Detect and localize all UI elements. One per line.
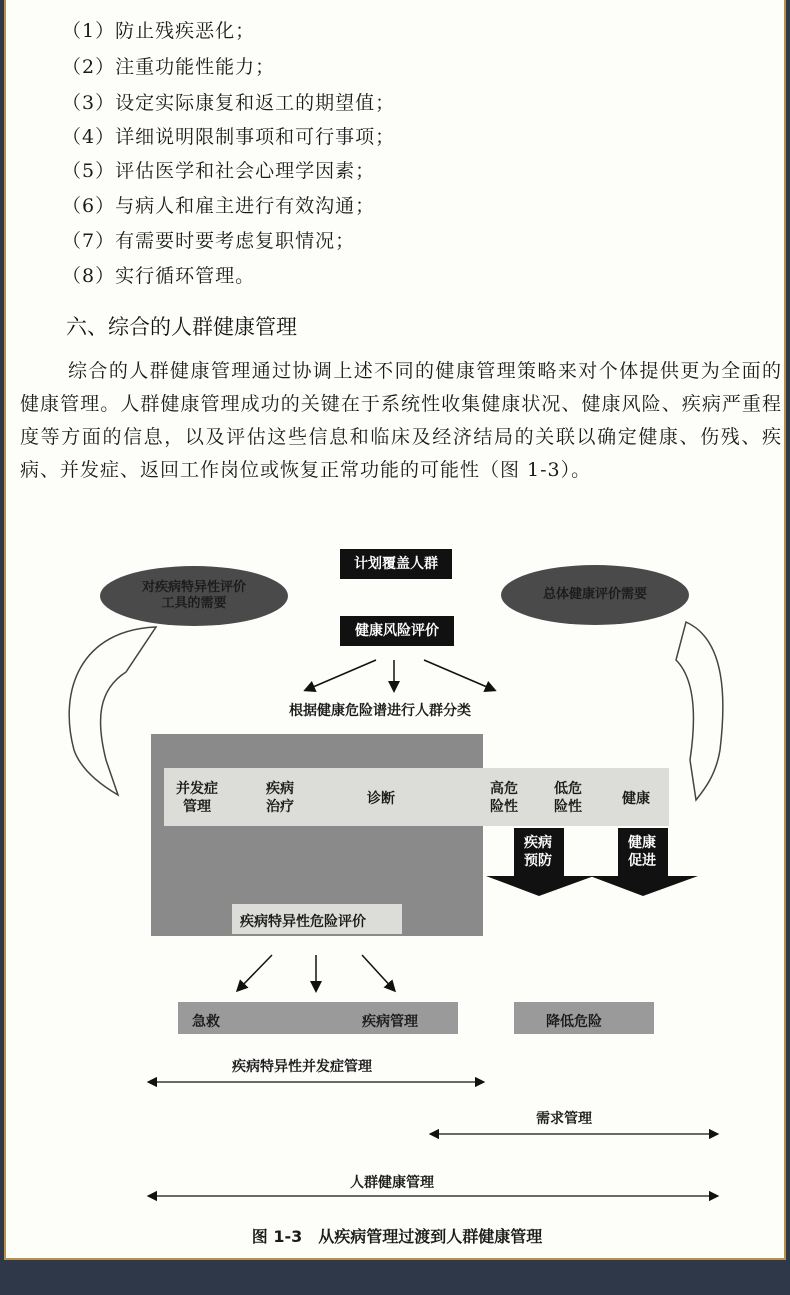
list-item: （6）与病人和雇主进行有效沟通； — [62, 195, 376, 217]
list-item: （7）有需要时要考虑复职情况； — [62, 230, 356, 252]
promotion-label: 健康 促进 — [628, 835, 656, 869]
list-item: （5）评估医学和社会心理学因素； — [62, 160, 376, 182]
health-label: 健康 — [622, 791, 650, 807]
list-item: （2）注重功能性能力； — [62, 56, 276, 78]
left-ellipse: 对疾病特异性评价 工具的需要 — [100, 566, 288, 626]
right-ellipse: 总体健康评价需要 — [501, 565, 689, 625]
hra-box: 健康风险评价 — [340, 616, 454, 646]
list-item: （8）实行循环管理。 — [62, 265, 256, 287]
span-arrows — [6, 0, 786, 1260]
disease-specific-risk-label: 疾病特异性危险评价 — [240, 914, 366, 930]
plan-coverage-box: 计划覆盖人群 — [340, 549, 452, 579]
span3-label: 人群健康管理 — [350, 1175, 434, 1191]
high-risk-label: 高危 险性 — [490, 781, 518, 815]
list-item: （1）防止残疾恶化； — [62, 20, 256, 42]
first-aid-label: 急救 — [192, 1014, 220, 1030]
list-item: （3）设定实际康复和返工的期望值； — [62, 92, 396, 114]
body-paragraph: 综合的人群健康管理通过协调上述不同的健康管理策略来对个体提供更为全面的健康管理。人群健康管理成功的关键在于系统性收集健康状况、健康风险、疾病严重程度等方面的信息，以及评估这些信息和临床及经济结局的关联以确定健康、伤残、疾病、并发症、返回工作岗位或恢复正常功能的可能性（图 1-3）。 — [20, 360, 782, 481]
low-risk-label: 低危 险性 — [554, 781, 582, 815]
disease-treatment-label: 疾病 治疗 — [266, 781, 294, 815]
classify-label: 根据健康危险谱进行人群分类 — [289, 703, 471, 719]
complication-mgmt-label: 并发症 管理 — [176, 781, 218, 815]
diagnosis-label: 诊断 — [367, 791, 395, 807]
span2-label: 需求管理 — [536, 1111, 592, 1127]
list-item: （4）详细说明限制事项和可行事项； — [62, 126, 396, 148]
reduce-risk-label: 降低危险 — [546, 1014, 602, 1030]
disease-mgmt-label: 疾病管理 — [362, 1014, 418, 1030]
book-page — [4, 0, 786, 1260]
prevention-label: 疾病 预防 — [524, 835, 552, 869]
section-heading: 六、综合的人群健康管理 — [66, 315, 297, 339]
figure-caption: 图 1-3 从疾病管理过渡到人群健康管理 — [251, 1227, 543, 1246]
span1-label: 疾病特异性并发症管理 — [232, 1059, 372, 1075]
